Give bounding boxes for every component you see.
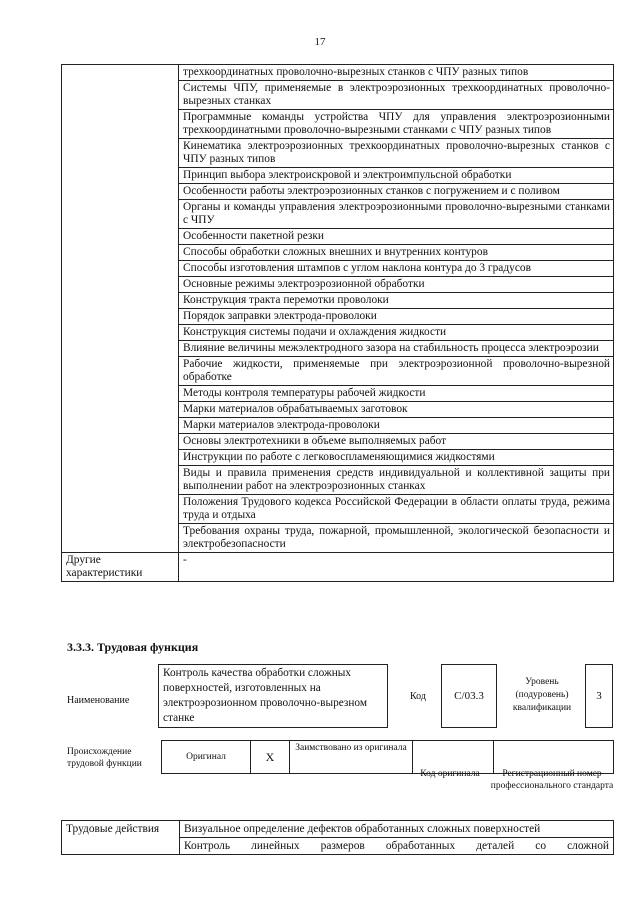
requirement-item: Порядок заправки электрода-проволоки xyxy=(179,309,614,325)
requirement-item: Способы изготовления штампов с углом наклона контура до 3 градусов xyxy=(179,261,614,277)
table-row xyxy=(62,553,614,582)
origin-mark-cell: X xyxy=(251,741,290,774)
origin-original-cell: Оригинал xyxy=(162,741,251,774)
table-row xyxy=(62,65,614,81)
origin-label xyxy=(67,746,142,770)
requirement-item: Кинематика электроэрозионных трехкоординатных проволочно-вырезных станков с ЧПУ разных типов xyxy=(179,139,614,168)
section-title: 3.3.3. Трудовая функция xyxy=(67,640,199,654)
qualification-level-box: 3 xyxy=(585,664,613,728)
requirement-item: Принцип выбора электроискровой и электроимпульсной обработки xyxy=(179,168,614,184)
requirement-item: Программные команды устройства ЧПУ для управления электроэрозионными трехкоординатными проволочно-вырезными станками с ЧПУ разных типов xyxy=(179,110,614,139)
origin-label-line1: Происхождение xyxy=(67,747,132,757)
requirements-label-cell xyxy=(62,65,179,553)
origin-code-caption: Код оригинала xyxy=(420,769,480,779)
page-number: 17 xyxy=(314,36,326,48)
requirement-item: Основные режимы электроэрозионной обработки xyxy=(179,277,614,293)
other-characteristics-label: Другие характеристики xyxy=(62,553,179,582)
requirement-item: Основы электротехники в объеме выполняемых работ xyxy=(179,434,614,450)
name-label: Наименование xyxy=(67,695,130,706)
requirement-item: Марки материалов обрабатываемых заготовок xyxy=(179,402,614,418)
actions-label: Трудовые действия xyxy=(62,821,180,855)
requirement-item: Конструкция тракта перемотки проволоки xyxy=(179,293,614,309)
requirement-item: Конструкция системы подачи и охлаждения жидкости xyxy=(179,325,614,341)
requirement-item: трехкоординатных проволочно-вырезных станков с ЧПУ разных типов xyxy=(179,65,614,81)
requirement-item: Системы ЧПУ, применяемые в электроэрозионных трехкоординатных проволочно-вырезных станках xyxy=(179,81,614,110)
requirement-item: Положения Трудового кодекса Российской Федерации в области оплаты труда, режима труда и отдыха xyxy=(179,495,614,524)
function-name-box: Контроль качества обработки сложных поверхностей, изготовленных на электроэрозионном проволочно-вырезном станке xyxy=(158,664,388,728)
requirements-table xyxy=(61,64,614,582)
requirement-item: Инструкции по работе с легковоспламеняющимися жидкостями xyxy=(179,450,614,466)
requirement-item: Требования охраны труда, пожарной, промышленной, экологической безопасности и электробезопасности xyxy=(179,524,614,553)
actions-table xyxy=(61,820,614,855)
origin-label-line2: трудовой функции xyxy=(67,759,142,769)
table-row xyxy=(62,821,614,838)
requirement-item: Виды и правила применения средств индивидуальной и коллективной защиты при выполнении работ на электроэрозионных станках xyxy=(179,466,614,495)
requirement-item: Марки материалов электрода-проволоки xyxy=(179,418,614,434)
code-label: Код xyxy=(410,691,426,702)
action-item: Визуальное определение дефектов обработанных сложных поверхностей xyxy=(180,821,614,838)
requirement-item: Особенности работы электроэрозионных станков с погружением и с поливом xyxy=(179,184,614,200)
origin-borrowed-cell: Заимствовано из оригинала xyxy=(290,741,413,774)
other-characteristics-value: - xyxy=(179,553,614,582)
qualification-level-label: Уровень (подуровень) квалификации xyxy=(512,677,572,713)
code-value-box: C/03.3 xyxy=(441,664,497,728)
origin-reg-caption: Регистрационный номер профессионального стандарта xyxy=(490,769,614,791)
requirement-item: Органы и команды управления электроэрозионными проволочно-вырезными станками с ЧПУ xyxy=(179,200,614,229)
requirement-item: Рабочие жидкости, применяемые при электроэрозионной проволочно-вырезной обработке xyxy=(179,357,614,386)
requirement-item: Методы контроля температуры рабочей жидкости xyxy=(179,386,614,402)
requirement-item: Способы обработки сложных внешних и внутренних контуров xyxy=(179,245,614,261)
requirement-item: Влияние величины межэлектродного зазора на стабильность процесса электроэрозии xyxy=(179,341,614,357)
action-item: Контроль линейных размеров обработанных деталей со сложной xyxy=(180,838,614,855)
requirement-item: Особенности пакетной резки xyxy=(179,229,614,245)
